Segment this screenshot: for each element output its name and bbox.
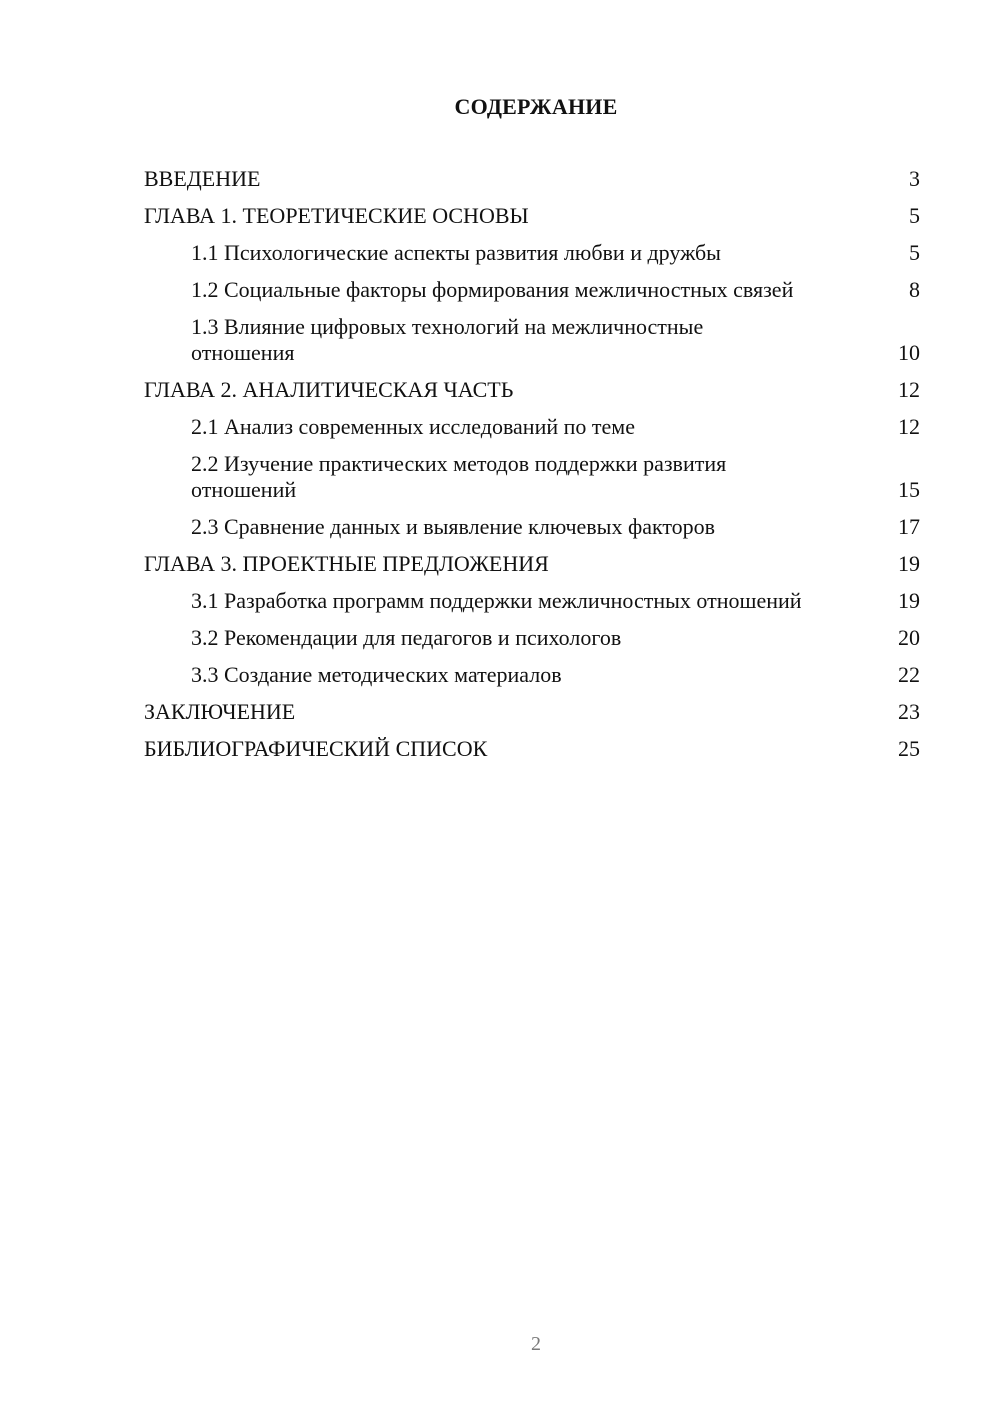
toc-entry-text: 2.1 Анализ современных исследований по теме — [191, 414, 635, 439]
toc-entry-section-1-1 — [144, 240, 920, 266]
toc-entry-section-2-3 — [144, 514, 920, 540]
toc-entry-text: 3.3 Создание методических материалов — [191, 662, 562, 687]
toc-entry-page: 19 — [898, 588, 920, 613]
toc-entry-chapter-1 — [144, 203, 920, 229]
toc-entry-page: 10 — [898, 340, 920, 365]
toc-entry-page: 17 — [898, 514, 920, 539]
toc-entry-page: 12 — [898, 414, 920, 439]
toc-entry-text: ГЛАВА 3. ПРОЕКТНЫЕ ПРЕДЛОЖЕНИЯ — [144, 551, 549, 576]
toc-entry-page: 25 — [898, 736, 920, 761]
toc-entry-page: 15 — [898, 477, 920, 502]
toc-entry-text: 2.3 Сравнение данных и выявление ключевых факторов — [191, 514, 716, 539]
toc-entry-page: 23 — [898, 699, 920, 724]
toc-entry-section-2-1 — [144, 414, 920, 440]
toc-title: СОДЕРЖАНИЕ — [454, 94, 618, 119]
toc-entry-page: 12 — [898, 377, 920, 402]
toc-entry-section-3-3 — [144, 662, 920, 688]
toc-entry-section-1-3 — [144, 314, 920, 366]
toc-entry-page: 19 — [898, 551, 920, 576]
toc-entry-text: ГЛАВА 2. АНАЛИТИЧЕСКАЯ ЧАСТЬ — [144, 377, 514, 402]
toc-entry-text: 3.2 Рекомендации для педагогов и психологов — [191, 625, 622, 650]
toc-entry-text: БИБЛИОГРАФИЧЕСКИЙ СПИСОК — [144, 736, 488, 761]
toc-entry-text: 3.1 Разработка программ поддержки межличностных отношений — [191, 588, 802, 613]
toc-entry-text: 2.2 Изучение практических методов поддержки развития отношений — [191, 451, 727, 502]
toc-entry-text: 1.1 Психологические аспекты развития любви и дружбы — [191, 240, 721, 265]
toc-entry-text: ВВЕДЕНИЕ — [144, 166, 261, 191]
toc-entry-page: 22 — [898, 662, 920, 687]
toc-entry-page: 5 — [909, 203, 920, 228]
toc-entry-page: 20 — [898, 625, 920, 650]
toc-entry-text: 1.3 Влияние цифровых технологий на межличностные отношения — [191, 314, 704, 365]
toc-entry-page: 8 — [909, 277, 920, 302]
toc-entry-introduction — [144, 166, 920, 192]
table-of-contents — [144, 166, 920, 773]
toc-entry-page: 3 — [909, 166, 920, 191]
toc-entry-text: ГЛАВА 1. ТЕОРЕТИЧЕСКИЕ ОСНОВЫ — [144, 203, 529, 228]
toc-entry-text: ЗАКЛЮЧЕНИЕ — [144, 699, 296, 724]
toc-entry-page: 5 — [909, 240, 920, 265]
page-number: 2 — [531, 1333, 541, 1355]
toc-entry-section-2-2 — [144, 451, 920, 503]
toc-entry-section-3-1 — [144, 588, 920, 614]
toc-entry-chapter-2 — [144, 377, 920, 403]
toc-entry-conclusion — [144, 699, 920, 725]
toc-entry-chapter-3 — [144, 551, 920, 577]
toc-entry-text: 1.2 Социальные факторы формирования межличностных связей — [191, 277, 794, 302]
toc-entry-section-1-2 — [144, 277, 920, 303]
toc-entry-section-3-2 — [144, 625, 920, 651]
toc-entry-bibliography — [144, 736, 920, 762]
